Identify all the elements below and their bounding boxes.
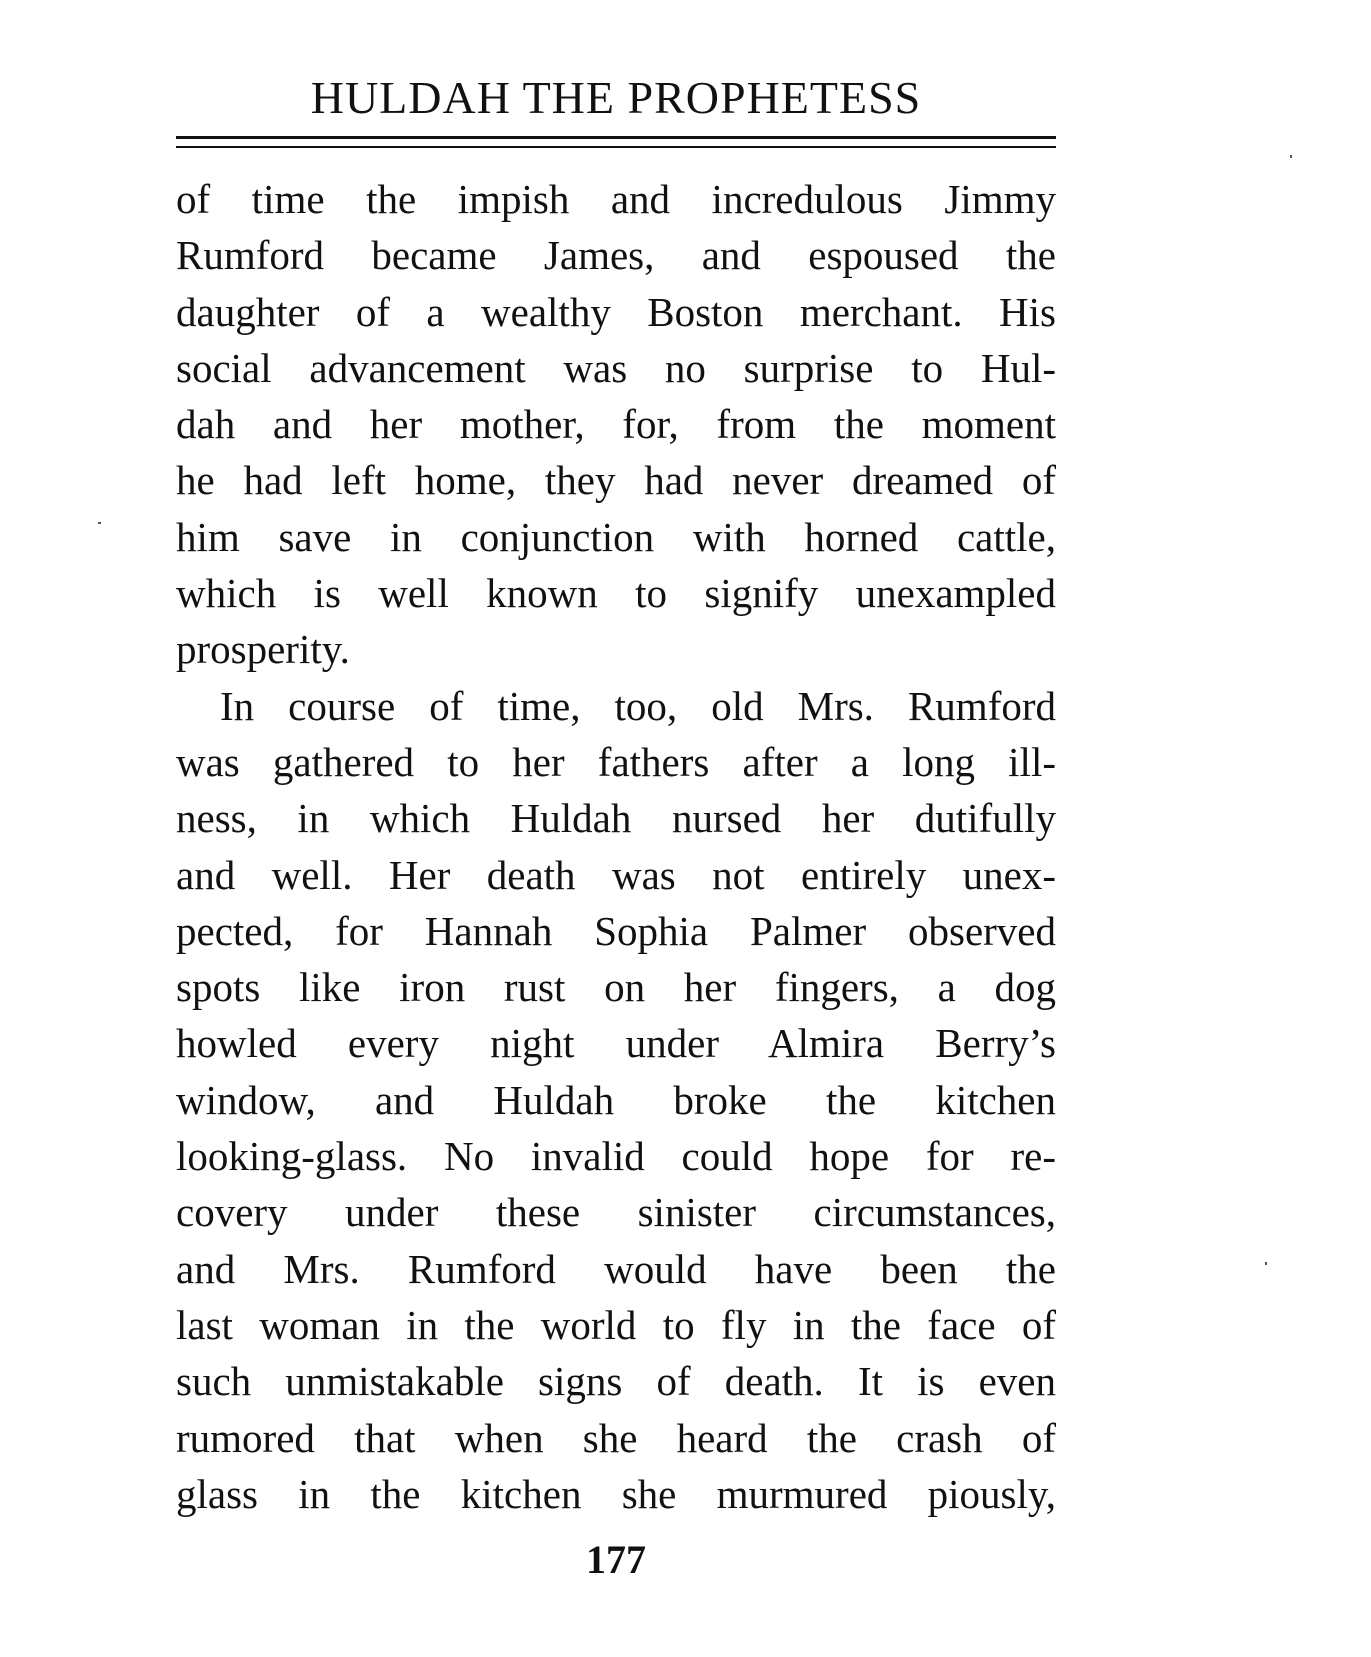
text-line: such unmistakable signs of death. It is even — [176, 1358, 1056, 1405]
scan-speck — [1265, 1262, 1267, 1265]
text-line: covery under these sinister circumstances, — [176, 1189, 1056, 1236]
header-rule-thin — [176, 146, 1056, 148]
running-head: HULDAH THE PROPHETESS — [310, 72, 922, 123]
text-line: last woman in the world to fly in the face of — [176, 1301, 1056, 1348]
text-line: and well. Her death was not entirely unex- — [176, 851, 1056, 898]
text-line: social advancement was no surprise to Hul- — [176, 344, 1056, 391]
text-line: he had left home, they had never dreamed of — [176, 457, 1056, 504]
text-line: glass in the kitchen she murmured piously, — [176, 1470, 1056, 1517]
text-line: which is well known to signify unexampled — [176, 570, 1056, 617]
text-line: window, and Huldah broke the kitchen — [176, 1076, 1056, 1123]
text-line: ness, in which Huldah nursed her dutifully — [176, 795, 1056, 842]
paragraph — [176, 678, 1056, 1522]
text-line: prosperity. — [176, 626, 350, 673]
page-number: 177 — [586, 1537, 646, 1582]
body-text — [176, 171, 1056, 1522]
text-line: was gathered to her fathers after a long ill- — [176, 738, 1056, 785]
header-rule-thick — [176, 136, 1056, 139]
text-line: Rumford became James, and espoused the — [176, 232, 1056, 279]
text-line: and Mrs. Rumford would have been the — [176, 1245, 1056, 1292]
text-line: daughter of a wealthy Boston merchant. His — [176, 288, 1056, 335]
text-line: pected, for Hannah Sophia Palmer observed — [176, 907, 1056, 954]
text-line: dah and her mother, for, from the moment — [176, 401, 1056, 448]
text-line: rumored that when she heard the crash of — [176, 1414, 1056, 1461]
scan-speck — [1290, 155, 1292, 158]
text-line: spots like iron rust on her fingers, a dog — [176, 964, 1056, 1011]
text-line: of time the impish and incredulous Jimmy — [176, 176, 1056, 222]
text-line: In course of time, too, old Mrs. Rumford — [220, 682, 1056, 729]
paragraph — [176, 171, 1056, 678]
text-line: howled every night under Almira Berry’s — [176, 1020, 1056, 1067]
scan-speck — [98, 522, 101, 524]
text-line: him save in conjunction with horned cattle, — [176, 513, 1056, 560]
text-line: looking-glass. No invalid could hope for re- — [176, 1133, 1056, 1180]
